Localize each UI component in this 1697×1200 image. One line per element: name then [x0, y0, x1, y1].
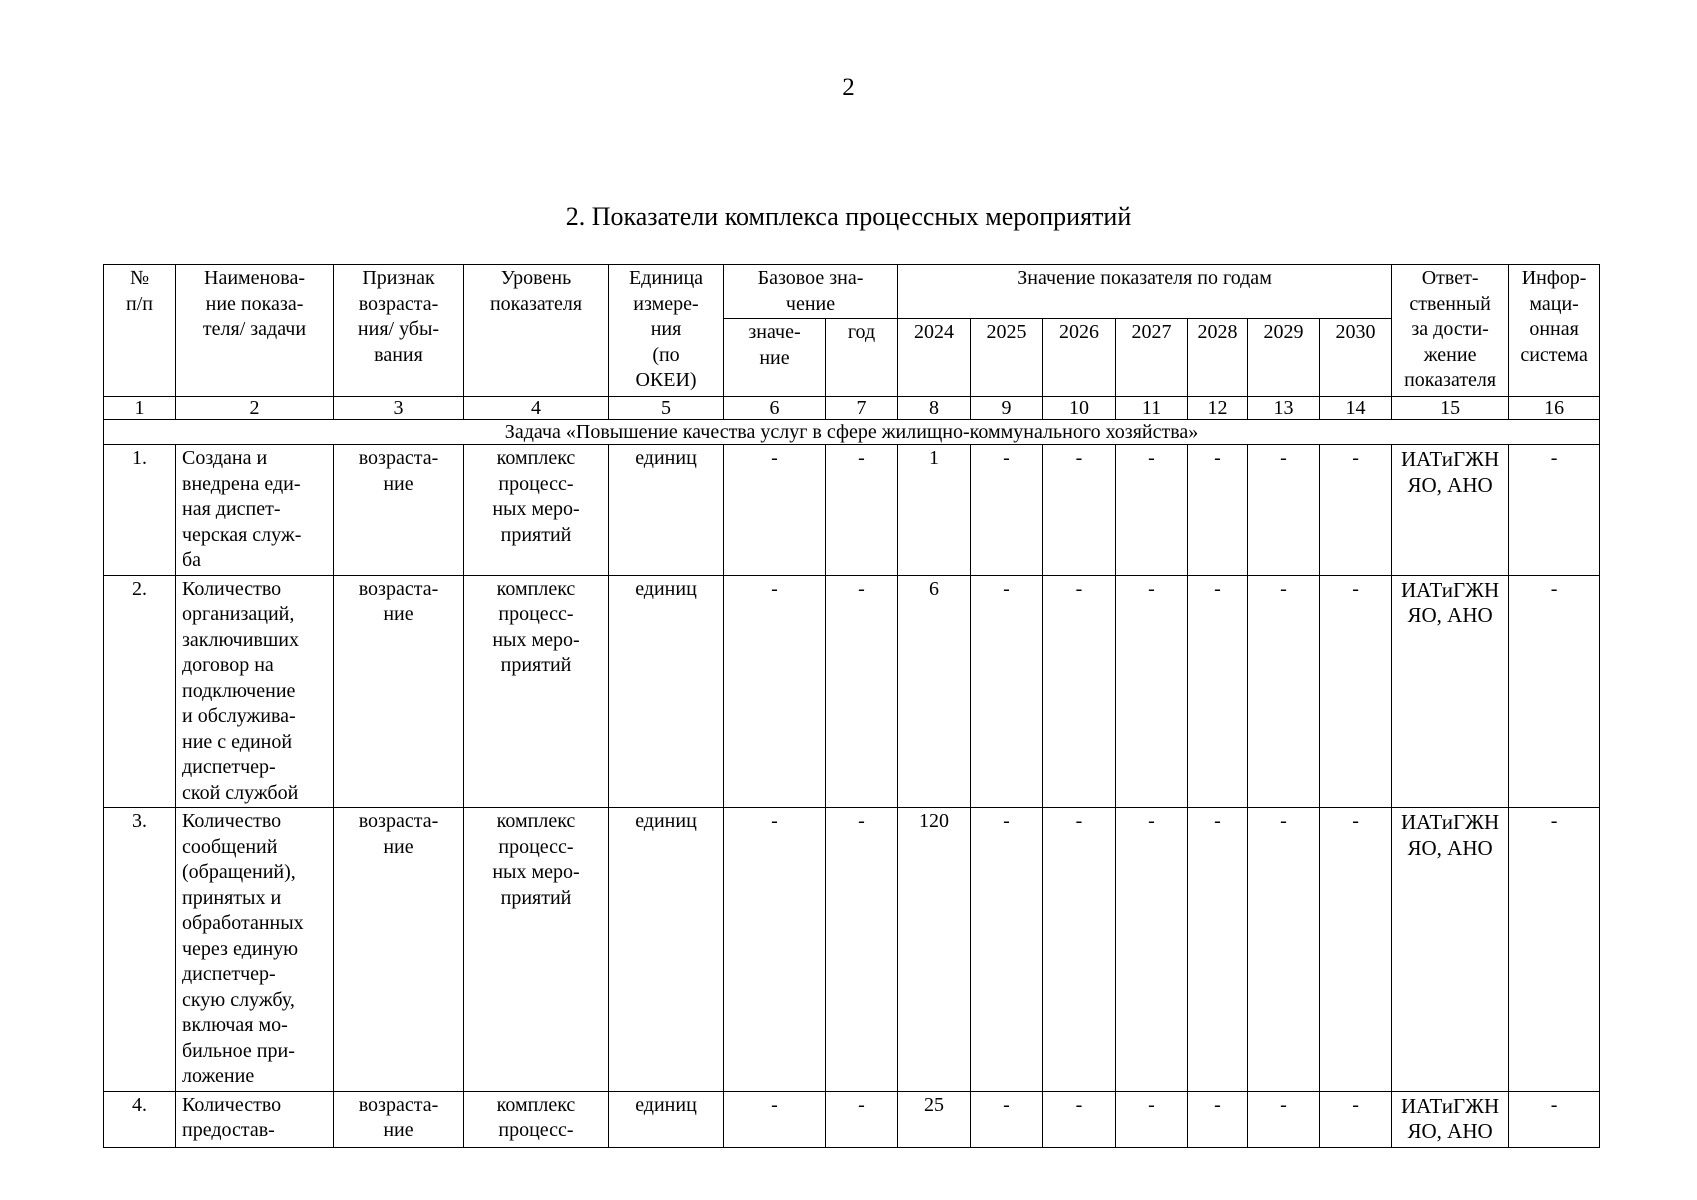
row-year-value: - [1188, 1091, 1248, 1147]
row-base-value: - [724, 445, 826, 576]
row-name: Количество предостав- [176, 1091, 334, 1147]
task-title: Задача «Повышение качества услуг в сфере жилищно-коммунального хозяйства» [104, 420, 1600, 445]
row-info-system: - [1509, 575, 1600, 808]
row-year-value: - [1248, 1091, 1320, 1147]
header-year: 2028 [1188, 319, 1248, 397]
column-number: 4 [464, 397, 609, 420]
row-trend: возраста- ние [334, 445, 464, 576]
row-year-value: - [1320, 1091, 1392, 1147]
row-info-system: - [1509, 1091, 1600, 1147]
row-year-value: 1 [898, 445, 971, 576]
header-year: 2030 [1320, 319, 1392, 397]
row-level: комплекс процесс- ных меро- приятий [464, 808, 609, 1092]
column-number: 3 [334, 397, 464, 420]
page-number: 2 [842, 74, 855, 101]
row-year-value: - [971, 575, 1043, 808]
row-num: 2. [104, 575, 176, 808]
header-year: 2029 [1248, 319, 1320, 397]
row-year-value: - [1320, 445, 1392, 576]
row-name: Количество сообщений (обращений), принятых и обработанных через единую диспетчер- скую службу, включая мо- бильное при- ложение [176, 808, 334, 1092]
row-base-year: - [826, 575, 898, 808]
row-year-value: - [971, 445, 1043, 576]
column-number: 11 [1116, 397, 1188, 420]
row-year-value: - [1116, 808, 1188, 1092]
row-year-value: - [1043, 808, 1116, 1092]
column-number: 6 [724, 397, 826, 420]
row-unit: единиц [609, 808, 724, 1092]
row-base-year: - [826, 808, 898, 1092]
row-year-value: - [1116, 575, 1188, 808]
header-responsible: Ответ- ственный за дости- жение показателя [1392, 265, 1509, 397]
section-title: 2. Показатели комплекса процессных мероприятий [565, 202, 1132, 231]
header-year: 2025 [971, 319, 1043, 397]
row-level: комплекс процесс- ных меро- приятий [464, 445, 609, 576]
row-year-value: - [1043, 575, 1116, 808]
row-responsible: ИАТиГЖН ЯО, АНО [1392, 575, 1509, 808]
column-number: 9 [971, 397, 1043, 420]
row-year-value: - [1320, 808, 1392, 1092]
header-row-1 [104, 265, 1600, 319]
row-year-value: - [1188, 445, 1248, 576]
row-year-value: - [1188, 575, 1248, 808]
row-info-system: - [1509, 808, 1600, 1092]
table-row [104, 575, 1600, 808]
row-year-value: - [1248, 575, 1320, 808]
row-base-value: - [724, 575, 826, 808]
row-year-value: - [1248, 445, 1320, 576]
header-info-system: Инфор- маци- онная система [1509, 265, 1600, 397]
row-num: 3. [104, 808, 176, 1092]
column-number: 1 [104, 397, 176, 420]
column-number: 16 [1509, 397, 1600, 420]
header-year: 2027 [1116, 319, 1188, 397]
row-base-value: - [724, 808, 826, 1092]
header-level: Уровень показателя [464, 265, 609, 397]
row-level: комплекс процесс- ных меро- приятий [464, 575, 609, 808]
column-number: 10 [1043, 397, 1116, 420]
row-year-value: - [971, 808, 1043, 1092]
row-responsible: ИАТиГЖН ЯО, АНО [1392, 808, 1509, 1092]
header-years-group: Значение показателя по годам [898, 265, 1392, 319]
row-num: 4. [104, 1091, 176, 1147]
row-name: Создана и внедрена еди- ная диспет- черская служ- ба [176, 445, 334, 576]
row-responsible: ИАТиГЖН ЯО, АНО [1392, 445, 1509, 576]
header-num: № п/п [104, 265, 176, 397]
row-base-year: - [826, 445, 898, 576]
row-year-value: - [1116, 1091, 1188, 1147]
row-year-value: - [1043, 1091, 1116, 1147]
row-year-value: - [1188, 808, 1248, 1092]
header-base-group: Базовое зна- чение [724, 265, 898, 319]
row-trend: возраста- ние [334, 575, 464, 808]
row-year-value: 120 [898, 808, 971, 1092]
row-base-year: - [826, 1091, 898, 1147]
row-name: Количество организаций, заключивших договор на подключение и обслужива- ние с единой диспетчер- ской службой [176, 575, 334, 808]
row-year-value: - [1248, 808, 1320, 1092]
row-year-value: - [1320, 575, 1392, 808]
row-year-value: 25 [898, 1091, 971, 1147]
row-info-system: - [1509, 445, 1600, 576]
row-trend: возраста- ние [334, 1091, 464, 1147]
row-year-value: - [1116, 445, 1188, 576]
header-year: 2026 [1043, 319, 1116, 397]
row-level: комплекс процесс- [464, 1091, 609, 1147]
header-year: 2024 [898, 319, 971, 397]
column-number: 8 [898, 397, 971, 420]
header-base-value: значе- ние [724, 319, 826, 397]
column-number: 5 [609, 397, 724, 420]
header-name: Наименова- ние показа- теля/ задачи [176, 265, 334, 397]
row-unit: единиц [609, 1091, 724, 1147]
row-trend: возраста- ние [334, 808, 464, 1092]
row-year-value: 6 [898, 575, 971, 808]
row-year-value: - [1043, 445, 1116, 576]
table-body [104, 265, 1600, 1148]
header-base-year: год [826, 319, 898, 397]
column-number: 7 [826, 397, 898, 420]
header-trend: Признак возраста- ния/ убы- вания [334, 265, 464, 397]
row-base-value: - [724, 1091, 826, 1147]
row-unit: единиц [609, 575, 724, 808]
column-numbers-row [104, 397, 1600, 420]
table-row [104, 808, 1600, 1092]
indicators-table [103, 264, 1600, 1148]
column-number: 13 [1248, 397, 1320, 420]
row-num: 1. [104, 445, 176, 576]
row-year-value: - [971, 1091, 1043, 1147]
row-unit: единиц [609, 445, 724, 576]
column-number: 14 [1320, 397, 1392, 420]
task-row [104, 420, 1600, 445]
header-unit: Единица измере- ния (по ОКЕИ) [609, 265, 724, 397]
column-number: 15 [1392, 397, 1509, 420]
table-row [104, 1091, 1600, 1147]
row-responsible: ИАТиГЖН ЯО, АНО [1392, 1091, 1509, 1147]
table-row [104, 445, 1600, 576]
column-number: 2 [176, 397, 334, 420]
column-number: 12 [1188, 397, 1248, 420]
